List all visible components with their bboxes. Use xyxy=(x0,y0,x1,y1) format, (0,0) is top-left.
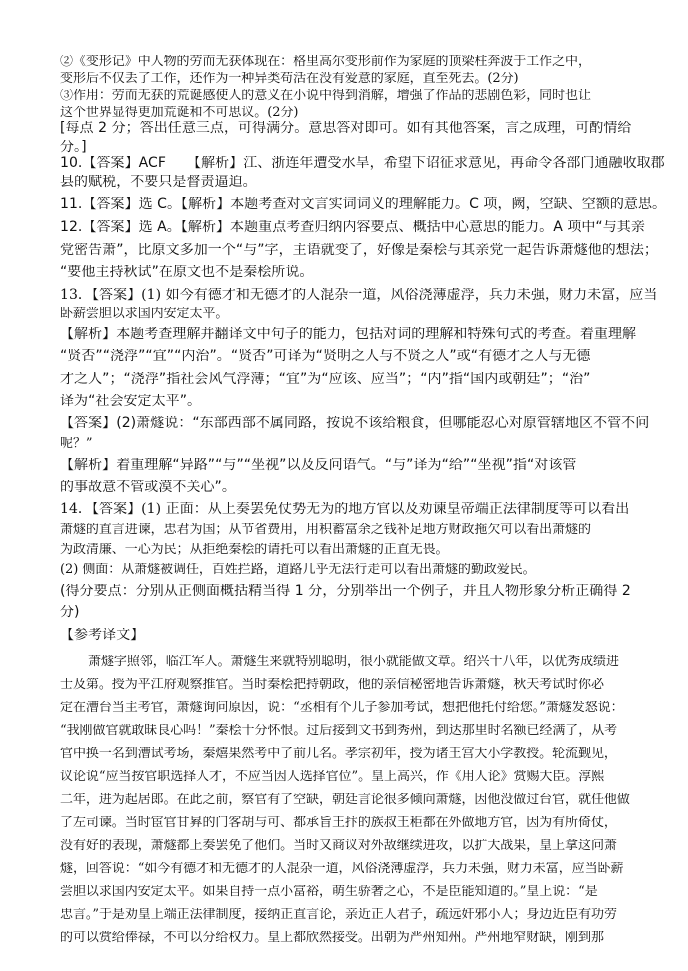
text-line: 10.【答案】ACF 【解析】江、浙连年遭受水旱，希望下诏征求意见，再命令各部门通融收取郡 xyxy=(60,156,665,170)
text-line: “要他主持秋试”在原文也不是秦桧所说。 xyxy=(60,265,314,279)
text-line: 变形后不仅丢了工作，还作为一种异类苟活在没有爱意的家庭，直至死去。(2分) xyxy=(60,72,519,85)
text-line: 11.【答案】选 C。【解析】本题考查对文言实词词义的理解能力。C 项，阙，空缺、空额的意思。 xyxy=(60,197,667,211)
text-line: [每点 2 分；答出任意三点，可得满分。意思答对即可。如有其他答案，言之成理，可酌情给 xyxy=(60,121,632,135)
text-line: 12.【答案】选 A。【解析】本题重点考查归纳内容要点、概括中心意思的能力。A 项中“与其亲 xyxy=(60,220,645,234)
text-line: 译为“社会安定太平”。 xyxy=(60,394,202,408)
text-line: 呢？” xyxy=(60,437,93,450)
text-line: 才之人”；“浇浮”指社会风气浮薄；“宜”为“应该、应当”；“内”指“国内或朝廷”；“治” xyxy=(60,372,591,386)
text-line: 尝胆以求国内安定太平。如果自持一点小富裕，萌生骄奢之心，不是臣能知道的。”皇上说：“是 xyxy=(60,885,598,898)
text-line: 14．【答案】(1) 正面：从上奏罢免仗势无为的地方官以及劝谏皇帝端正法律制度等可以看出 xyxy=(60,502,630,516)
text-line: 分。] xyxy=(60,140,87,154)
text-line: 13．【答案】(1) 如今有德才和无德才的人混杂一道，风俗浇薄虚浮，兵力未强，财力未富，应当 xyxy=(60,288,658,302)
text-line: 【解析】着重理解“异路”“与”“坐视”以及反问语气。“与”译为“给”“坐视”指“对该管 xyxy=(60,458,577,472)
text-line: “我刚做官就敢昧良心吗！”秦桧十分怀恨。过后接到文书到秀州，到达那里时名额已经满了，从考 xyxy=(60,724,618,737)
text-line: 萧燧的直言进谏，忠君为国；从节省费用，用积蓄富余之钱补足地方财政拖欠可以看出萧燧的 xyxy=(60,523,591,536)
text-line: 没有好的表现，萧燧都上奏罢免了他们。当时又商议对外敌继续进攻，以扩大战果，皇上拿这问萧 xyxy=(60,839,617,852)
text-line: 二年，进为起居郎。在此之前，察官有了空缺，朝廷言论很多倾向萧燧，因他没做过台官，就任他做 xyxy=(60,793,630,806)
text-line: 【答案】(2)萧燧说：“东部西部不属同路，按说不该给粮食，但哪能忍心对原管辖地区不管不问 xyxy=(60,416,650,430)
text-line: 议论说“应当按官职选择人才，不应当因人选择官位”。皇上高兴，作《用人论》赏赐大臣。淳熙 xyxy=(60,770,605,783)
text-line: 的可以赏给俸禄，不可以分给权力。皇上都欣然接受。出朝为严州知州。严州地窄财缺，刚到那 xyxy=(60,931,604,944)
text-line: 燧，回答说：“如今有德才和无德才的人混杂一道，风俗浇薄虚浮，兵力未强，财力未富，应当卧薪 xyxy=(60,862,624,875)
text-line: 定在漕台当主考官，萧燧询问原因，说：“丞相有个儿子参加考试，想把他托付给您。”萧燧发怒说： xyxy=(60,701,624,714)
text-line: 【参考译文】 xyxy=(60,628,145,642)
text-line: 的事故意不管或漠不关心”。 xyxy=(60,480,236,494)
text-line: ②《变形记》中人物的劳而无获体现在：格里高尔变形前作为家庭的顶梁柱奔波于工作之中， xyxy=(60,55,591,68)
text-line: (得分要点：分别从正侧面概括精当得 1 分，分别举出一个例子，并且人物形象分析正确得 2 xyxy=(60,584,631,598)
text-line: 士及第。授为平江府观察推官。当时秦桧把持朝政，他的亲信秘密地告诉萧燧，秋天考试时你必 xyxy=(60,678,604,691)
text-line: (2) 侧面：从萧燧被调任，百姓拦路，道路几乎无法行走可以看出萧燧的勤政爱民。 xyxy=(60,563,536,576)
text-line: 萧燧字照邻，临江军人。萧燧生来就特别聪明，很小就能做文章。绍兴十八年，以优秀成绩进 xyxy=(88,655,619,668)
text-line: 官中换一名到漕试考场，秦熺果然考中了前几名。孝宗初年，授为诸王宫大小学教授。轮流觐见， xyxy=(60,747,617,760)
text-line: 【解析】本题考查理解并翻译文中句子的能力，包括对词的理解和特殊句式的考查。着重理解 xyxy=(60,327,637,341)
text-line: 这个世界显得更加荒诞和不可思议。(2分) xyxy=(60,106,299,119)
text-line: 了左司谏。当时宦官甘昪的门客胡与可、都承旨王抃的族叔王秬都在外做地方官，因为有所倚仗， xyxy=(60,816,617,829)
text-line: 分) xyxy=(60,605,80,619)
text-line: 卧薪尝胆以求国内安定太平。 xyxy=(60,307,229,320)
text-line: ③作用：劳而无获的荒诞感使人的意义在小说中得到消解，增强了作品的悲剧色彩，同时也让 xyxy=(60,89,591,102)
text-line: “贤否”“浇浮”“宜”“内治”。“贤否”可译为“贤明之人与不贤之人”或“有德才之人与无德 xyxy=(60,349,591,363)
text-line: 党密告萧”，比原文多加一个“与”字，主语就变了，好像是秦桧与其亲党一起告诉萧燧他的想法； xyxy=(60,243,658,257)
text-line: 县的赋税，不要只是督责逼迫。 xyxy=(60,175,257,189)
text-line: 忠言。”于是劝皇上端正法律制度，接纳正直言论，亲近正人君子，疏远奸邪小人；身边近臣有功劳 xyxy=(60,908,617,921)
text-line: 为政清廉、一心为民；从拒绝秦桧的请托可以看出萧燧的正直无畏。 xyxy=(60,543,449,556)
